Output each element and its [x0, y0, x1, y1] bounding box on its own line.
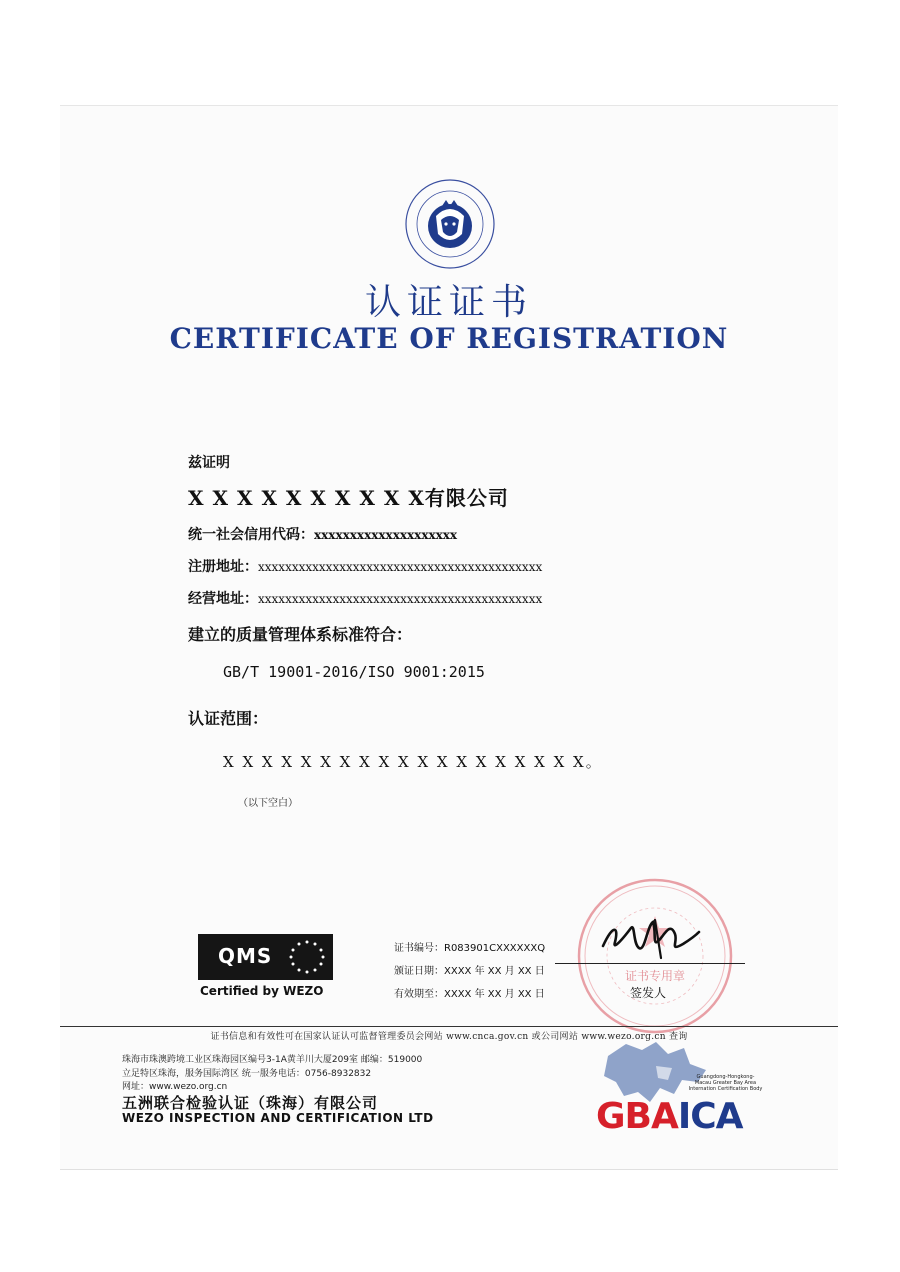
- op-address-row: [188, 588, 542, 608]
- title-chinese: 认证证书: [364, 282, 533, 323]
- scope-value: X X X X X X X X X X X X X X X X X X X。: [223, 753, 603, 771]
- company-name-en: WEZO INSPECTION AND CERTIFICATION LTD: [122, 1111, 434, 1125]
- cert-number: 证书编号：R083901CXXXXXXQ: [394, 943, 546, 954]
- standard-value: GB/T 19001-2016/ISO 9001:2015: [223, 663, 485, 681]
- op-address-label: 经营地址：: [188, 591, 258, 607]
- credit-code-row: [188, 524, 457, 544]
- verification-notice: 证书信息和有效性可在国家认证认可监督管理委员会网站 www.cnca.gov.cn 或公司网站 www.wezo.org.cn 查询: [210, 1032, 688, 1042]
- address-line-1: 珠海市珠澳跨境工业区珠海园区编号3-1A黄羊川大厦209室 邮编：519000: [122, 1055, 423, 1065]
- reg-address-value: xxxxxxxxxxxxxxxxxxxxxxxxxxxxxxxxxxxxxxxxxx: [258, 560, 543, 574]
- seal-text: 证书专用章: [624, 969, 686, 983]
- website-line: 网址：www.wezo.org.cn: [122, 1082, 228, 1092]
- footer-divider: [60, 1026, 838, 1027]
- valid-until: 有效期至：XXXX 年 XX 月 XX 日: [394, 989, 545, 1000]
- certify-label: 兹证明: [188, 455, 230, 471]
- star-ring-icon: [286, 937, 328, 977]
- credit-code-label: 统一社会信用代码：: [188, 527, 314, 543]
- standard-label: 建立的质量管理体系标准符合：: [188, 625, 413, 644]
- gba-subtitle: Guangdong-Hongkong- Macau Greater Bay Area Internation Certification Body: [688, 1074, 763, 1092]
- qms-badge: [198, 934, 333, 980]
- credit-code-value: xxxxxxxxxxxxxxxxxxxx: [314, 528, 458, 542]
- handwritten-signature: [595, 914, 705, 964]
- scope-label: 认证范围：: [188, 709, 269, 728]
- signer-label: 签发人: [630, 986, 667, 1000]
- certified-by-text: Certified by WEZO: [200, 984, 324, 998]
- title-english: CERTIFICATE OF REGISTRATION: [169, 322, 729, 355]
- company-name-cn: 五洲联合检验认证（珠海）有限公司: [122, 1094, 379, 1112]
- qms-text: QMS: [218, 944, 273, 968]
- reg-address-label: 注册地址：: [188, 559, 258, 575]
- op-address-value: xxxxxxxxxxxxxxxxxxxxxxxxxxxxxxxxxxxxxxxxxx: [258, 592, 543, 606]
- signature-line: [555, 963, 745, 964]
- issue-date: 颁证日期：XXXX 年 XX 月 XX 日: [394, 966, 545, 977]
- reg-address-row: [188, 556, 542, 576]
- company-name: X X X X X X X X X X有限公司: [188, 486, 509, 510]
- lion-shield-icon: [402, 176, 498, 272]
- address-line-2: 立足特区珠海，服务国际湾区 统一服务电话：0756-8932832: [122, 1069, 372, 1079]
- certificate-page: [60, 105, 838, 1170]
- gbaica-logo: GBAICA: [596, 1096, 743, 1137]
- blank-note: （以下空白）: [238, 798, 298, 809]
